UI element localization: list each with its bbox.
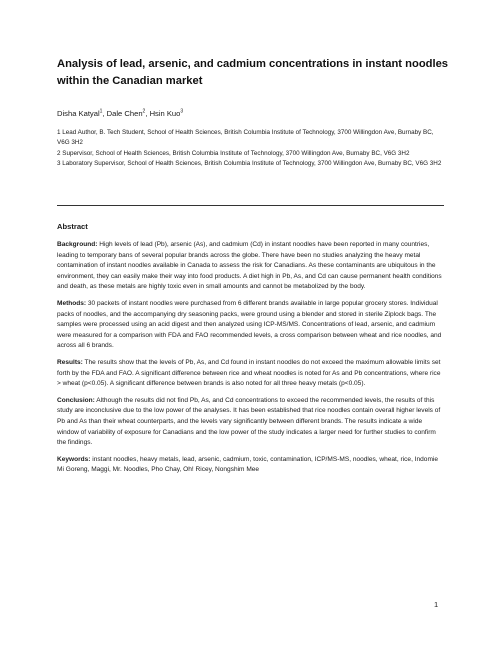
author-superscript: 1 [99,108,103,115]
section-label: Keywords: [57,455,91,463]
author-superscript: 3 [180,108,184,115]
section-text: Although the results did not find Pb, As, and Cd concentrations to exceed the recommended levels, the results of this study are inconclusive due to the low power of the analyses. It has been established that rice noodles contain overall higher levels of Pb and As than their wheat counterparts, and the levels vary significantly between different brands. The results indicate a wide window of variability of exposure for Canadians and the low power of the study indicates a larger need for further studies to confirm the findings. [57,396,441,447]
abstract-keywords [57,455,445,476]
author-superscript: 2 [142,108,146,115]
section-text: 30 packets of instant noodles were purchased from 6 different brands available in large popular grocery stores. Individual packs of noodles, and the accompanying dry seasoning packs, were ground using a blender and stored in sterile Ziplock bags. The samples were processed using an acid digest and then analyzed using ICP-MS/MS. Concentrations of lead, arsenic, and cadmium were measured for a comparison with FDA and FAO recommended levels, a cross comparison between wheat and rice noodles, and across all 6 brands. [57,299,442,350]
affiliations [57,128,447,170]
section-text: High levels of lead (Pb), arsenic (As), and cadmium (Cd) in instant noodles have been reported in many countries, leading to temporary bans of several popular brands across the globe. There have been no studies analyzing the heavy metal contamination of instant noodles available in Canada to assess the risk for Canadians. As these contaminants are ubiquitous in the environment, they can easily make their way into food products. A diet high in Pb, As, and Cd can cause permanent health conditions and death, as these metals are highly toxic even in small amounts and cannot be metabolized by the body. [57,241,442,291]
section-label: Background: [57,241,98,248]
page-number: 1 [434,600,439,609]
author-name: Disha Katyal [57,109,100,118]
section-label: Conclusion: [57,396,95,404]
abstract-methods [57,299,445,352]
affiliation-3: 3 Laboratory Supervisor, School of Health Sciences, British Columbia Institute of Technology, 3700 Willingdon Ave, Burnaby BC, V6G 3H2 [57,160,442,168]
paper-title: Analysis of lead, arsenic, and cadmium concentrations in instant noodles within the Canadian market [57,58,449,87]
affiliation-1: 1 Lead Author, B. Tech Student, School of Health Sciences, British Columbia Institute of Technology, 3700 Willingdon Ave, Burnaby BC, V6G 3H2 [57,129,434,147]
author-name: Dale Chen [106,109,143,118]
abstract-heading: Abstract [57,222,88,231]
section-label: Results: [57,358,83,366]
abstract-results [57,358,445,390]
section-text: instant noodles, heavy metals, lead, arsenic, cadmium, toxic, contamination, ICP/MS-MS, noodles, wheat, rice, Indomie Mi Goreng, Maggi, Mr. Noodles, Pho Chay, Oh! Ricey, Nongshim Mee [57,455,438,474]
author-line: Disha Katyal$^1$, Dale Chen$^2$, Hsin Kuo$^3$ [57,108,184,118]
author-name: Hsin Kuo [149,109,181,118]
section-text: The results show that the levels of Pb, As, and Cd found in instant noodles do not exceed the maximum allowable limits set forth by the FDA and FAO. A significant difference between rice and wheat noodles is noted for As and Pb concentrations, where rice > wheat (p<0.05). A significant difference between brands is also noted for all three heavy metals (p<0.05). [57,358,441,388]
abstract-conclusion [57,396,445,449]
abstract-body [57,240,445,482]
affiliation-2: 2 Supervisor, School of Health Sciences, British Columbia Institute of Technology, 3700 Willingdon Ave, Burnaby BC, V6G 3H2 [57,149,410,157]
abstract-background [57,240,445,293]
section-divider [57,205,444,206]
section-label: Methods: [57,299,87,307]
